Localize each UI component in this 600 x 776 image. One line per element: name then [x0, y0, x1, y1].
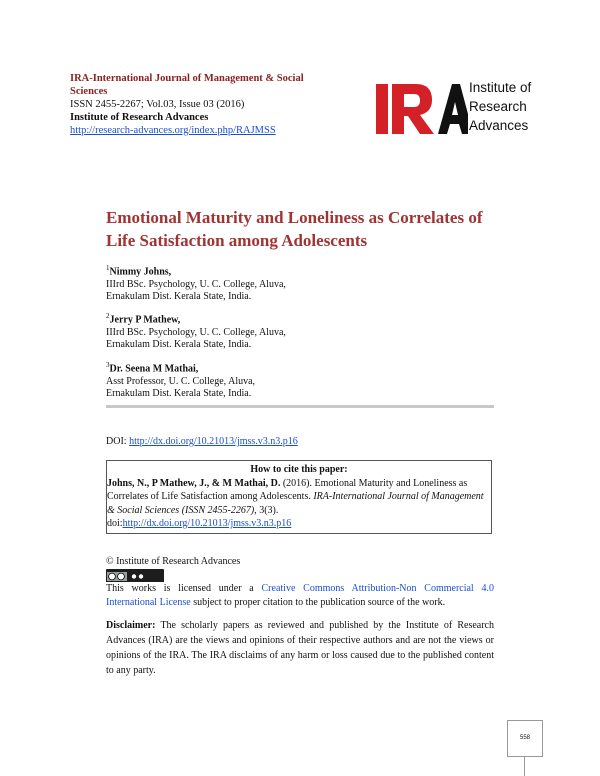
section-divider — [106, 405, 494, 408]
author-number: 3 — [106, 361, 110, 369]
cc-license-badge-icon[interactable] — [106, 569, 164, 580]
page-number-line — [524, 757, 525, 776]
page-number: 558 — [519, 735, 530, 741]
author-block-1 — [106, 262, 406, 304]
author-block-3 — [106, 359, 406, 401]
copyright-notice: © Institute of Research Advances — [106, 556, 241, 567]
journal-publisher: Institute of Research Advances — [70, 112, 209, 123]
license-text — [106, 582, 494, 610]
doi-label: DOI: — [106, 436, 130, 447]
citation-heading: How to cite this paper: — [250, 464, 348, 475]
citation-box — [106, 460, 492, 534]
citation-journal: IRA-International Journal of Management & Social Sciences (ISSN 2455-2267) — [107, 491, 484, 516]
journal-issn: ISSN 2455-2267; Vol.03, Issue 03 (2016) — [70, 99, 245, 110]
logo-wordmark — [469, 78, 531, 135]
license-pre: This works is licensed under a — [106, 583, 262, 594]
disclaimer-label: Disclaimer: — [106, 620, 156, 631]
author-affiliation: IIIrd BSc. Psychology, U. C. College, Aluva, — [106, 326, 286, 338]
author-affiliation: Asst Professor, U. C. College, Aluva, — [106, 375, 256, 387]
citation-doi-prefix: doi: — [107, 518, 123, 529]
citation-year-title: (2016). Emotional Maturity and Loneliness as Correlates of Life Satisfaction among Adolescents. — [107, 477, 468, 502]
citation-text — [107, 477, 491, 531]
ira-logo — [376, 74, 556, 138]
logo-line-2: Research — [469, 99, 527, 114]
journal-header — [70, 72, 310, 137]
paper-title: Emotional Maturity and Loneliness as Correlates of Life Satisfaction among Adolescents — [106, 208, 483, 250]
author-number: 2 — [106, 312, 110, 320]
logo-line-1: Institute of — [469, 80, 532, 95]
disclaimer-text: The scholarly papers as reviewed and published by the Institute of Research Advances (IRA) are the views and opinions of their respective authors and are not the views or opinions of the IRA. The IRA disclaims of any harm or loss caused due to the published content to any party. — [106, 620, 494, 676]
disclaimer — [106, 618, 494, 678]
license-link[interactable]: Creative Commons Attribution-Non Commercial 4.0 International License — [106, 583, 494, 608]
logo-line-3: Advances — [469, 118, 529, 133]
doi-link[interactable]: http://dx.doi.org/10.21013/jmss.v3.n3.p16 — [129, 436, 298, 447]
author-name: Jerry P Mathew, — [109, 314, 181, 326]
citation-authors: Johns, N., P Mathew, J., & M Mathai, D. — [107, 477, 281, 489]
journal-name: IRA-International Journal of Management & Social Sciences — [70, 73, 304, 97]
author-block-2 — [106, 310, 406, 352]
citation-volume: , 3(3). — [254, 504, 279, 516]
author-affiliation: IIIrd BSc. Psychology, U. C. College, Aluva, — [106, 278, 286, 290]
author-location: Ernakulam Dist. Kerala State, India. — [106, 388, 252, 400]
author-name: Nimmy Johns, — [109, 266, 172, 278]
journal-url-link[interactable]: http://research-advances.org/index.php/RAJMSS — [70, 125, 276, 136]
author-name: Dr. Seena M Mathai, — [109, 363, 199, 375]
author-location: Ernakulam Dist. Kerala State, India. — [106, 291, 252, 303]
doi-line — [106, 436, 298, 447]
citation-doi-link[interactable]: http://dx.doi.org/10.21013/jmss.v3.n3.p16 — [122, 518, 292, 529]
page-number-box — [507, 720, 543, 757]
license-post: subject to proper citation to the publication source of the work. — [190, 597, 446, 608]
author-location: Ernakulam Dist. Kerala State, India. — [106, 339, 252, 351]
ira-logo-mark — [376, 74, 468, 138]
author-number: 1 — [106, 264, 110, 272]
